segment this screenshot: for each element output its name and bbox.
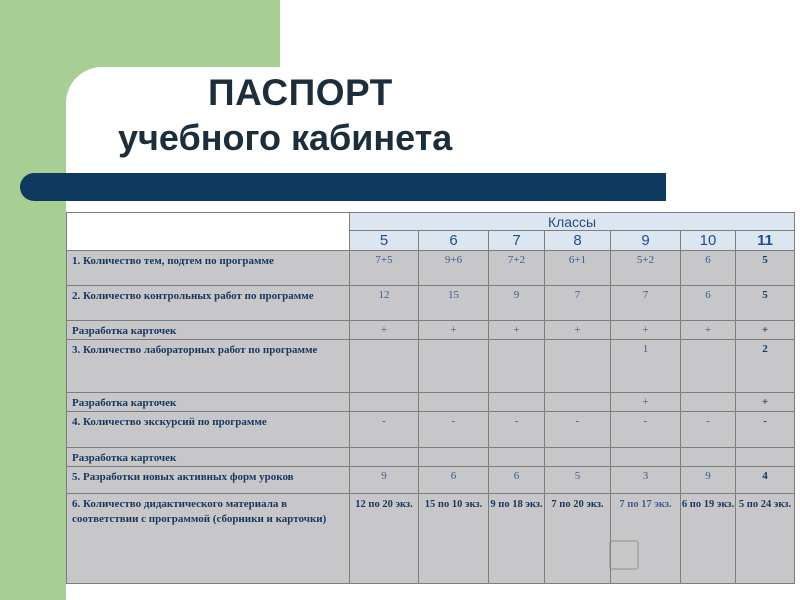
grade-header: 10 — [681, 231, 736, 251]
row-label: 5. Разработки новых активных форм уроков — [67, 467, 350, 494]
table-row — [67, 494, 795, 584]
grade-header: 8 — [545, 231, 611, 251]
title-divider-bar — [20, 173, 666, 201]
table-cell: - — [350, 412, 419, 448]
row-label: Разработка карточек — [67, 321, 350, 340]
table-cell: 7+5 — [350, 251, 419, 286]
table-cell: 5+2 — [611, 251, 681, 286]
table-cell — [489, 340, 545, 393]
table-row — [67, 448, 795, 467]
table-cell: 12 — [350, 286, 419, 321]
grade-header: 6 — [419, 231, 489, 251]
table-cell: 6 — [419, 467, 489, 494]
table-cell: 7 по 17 экз. — [611, 494, 681, 584]
table-cell: + — [419, 321, 489, 340]
row-label: Разработка карточек — [67, 448, 350, 467]
row-label: 4. Количество экскурсий по программе — [67, 412, 350, 448]
table-cell — [350, 393, 419, 412]
table-cell: + — [489, 321, 545, 340]
table-cell: 5 по 24 экз. — [736, 494, 795, 584]
row-label: 2. Количество контрольных работ по программе — [67, 286, 350, 321]
table-cell — [545, 448, 611, 467]
table-cell: - — [736, 412, 795, 448]
table-cell — [419, 393, 489, 412]
table-cell: 7 — [545, 286, 611, 321]
table-cell: 7+2 — [489, 251, 545, 286]
grade-header: 11 — [736, 231, 795, 251]
table-cell — [545, 340, 611, 393]
passport-table — [66, 212, 795, 584]
table-cell: + — [681, 321, 736, 340]
header-group-row — [67, 213, 795, 231]
table-cell: 15 по 10 экз. — [419, 494, 489, 584]
table-row — [67, 321, 795, 340]
table-cell: 1 — [611, 340, 681, 393]
table-row — [67, 286, 795, 321]
row-label: Разработка карточек — [67, 393, 350, 412]
header-corner-cell — [67, 213, 350, 251]
watermark-logo — [608, 538, 633, 568]
table-cell: 7 по 20 экз. — [545, 494, 611, 584]
table-cell — [419, 340, 489, 393]
table-cell: + — [611, 321, 681, 340]
table-cell: + — [611, 393, 681, 412]
table-cell — [489, 448, 545, 467]
grade-header: 9 — [611, 231, 681, 251]
row-label: 1. Количество тем, подтем по программе — [67, 251, 350, 286]
table-row — [67, 251, 795, 286]
table-cell — [736, 448, 795, 467]
table-cell: 6+1 — [545, 251, 611, 286]
table-cell: 4 — [736, 467, 795, 494]
table-cell: - — [611, 412, 681, 448]
page-title: ПАСПОРТ — [208, 72, 393, 113]
table-cell — [489, 393, 545, 412]
table-cell: 5 — [736, 286, 795, 321]
table-cell: 9 — [350, 467, 419, 494]
table-cell: 9 — [681, 467, 736, 494]
table-row — [67, 393, 795, 412]
table-cell — [681, 448, 736, 467]
table-cell: 12 по 20 экз. — [350, 494, 419, 584]
table-cell: + — [736, 393, 795, 412]
table-cell — [681, 340, 736, 393]
table-cell: 15 — [419, 286, 489, 321]
table-cell: 5 — [736, 251, 795, 286]
table-cell: 6 — [681, 286, 736, 321]
table-cell: 2 — [736, 340, 795, 393]
table-body — [67, 213, 795, 584]
table-cell: - — [681, 412, 736, 448]
table-cell — [419, 448, 489, 467]
grade-header: 5 — [350, 231, 419, 251]
table-cell — [611, 448, 681, 467]
table-cell — [350, 448, 419, 467]
grades-header: Классы — [350, 213, 795, 231]
row-label: 3. Количество лабораторных работ по программе — [67, 340, 350, 393]
table-cell: 9 по 18 экз. — [489, 494, 545, 584]
page-subtitle: учебного кабинета — [118, 117, 453, 158]
table-cell: - — [545, 412, 611, 448]
table-cell: 9 — [489, 286, 545, 321]
table-cell: - — [489, 412, 545, 448]
table-cell: 5 — [545, 467, 611, 494]
grade-header: 7 — [489, 231, 545, 251]
table-cell — [681, 393, 736, 412]
table-cell — [545, 393, 611, 412]
table-cell: - — [419, 412, 489, 448]
row-label: 6. Количество дидактического материала в соответствии с программой (сборники и карточки) — [67, 494, 350, 584]
table-cell: + — [545, 321, 611, 340]
table-cell: + — [736, 321, 795, 340]
table-cell: 7 — [611, 286, 681, 321]
table-cell: 6 — [681, 251, 736, 286]
table-cell — [350, 340, 419, 393]
table-row — [67, 412, 795, 448]
table-row — [67, 467, 795, 494]
table-cell: 6 — [489, 467, 545, 494]
table-cell: + — [350, 321, 419, 340]
table-cell: 6 по 19 экз. — [681, 494, 736, 584]
table-row — [67, 340, 795, 393]
table-cell: 9+6 — [419, 251, 489, 286]
table-cell: 3 — [611, 467, 681, 494]
